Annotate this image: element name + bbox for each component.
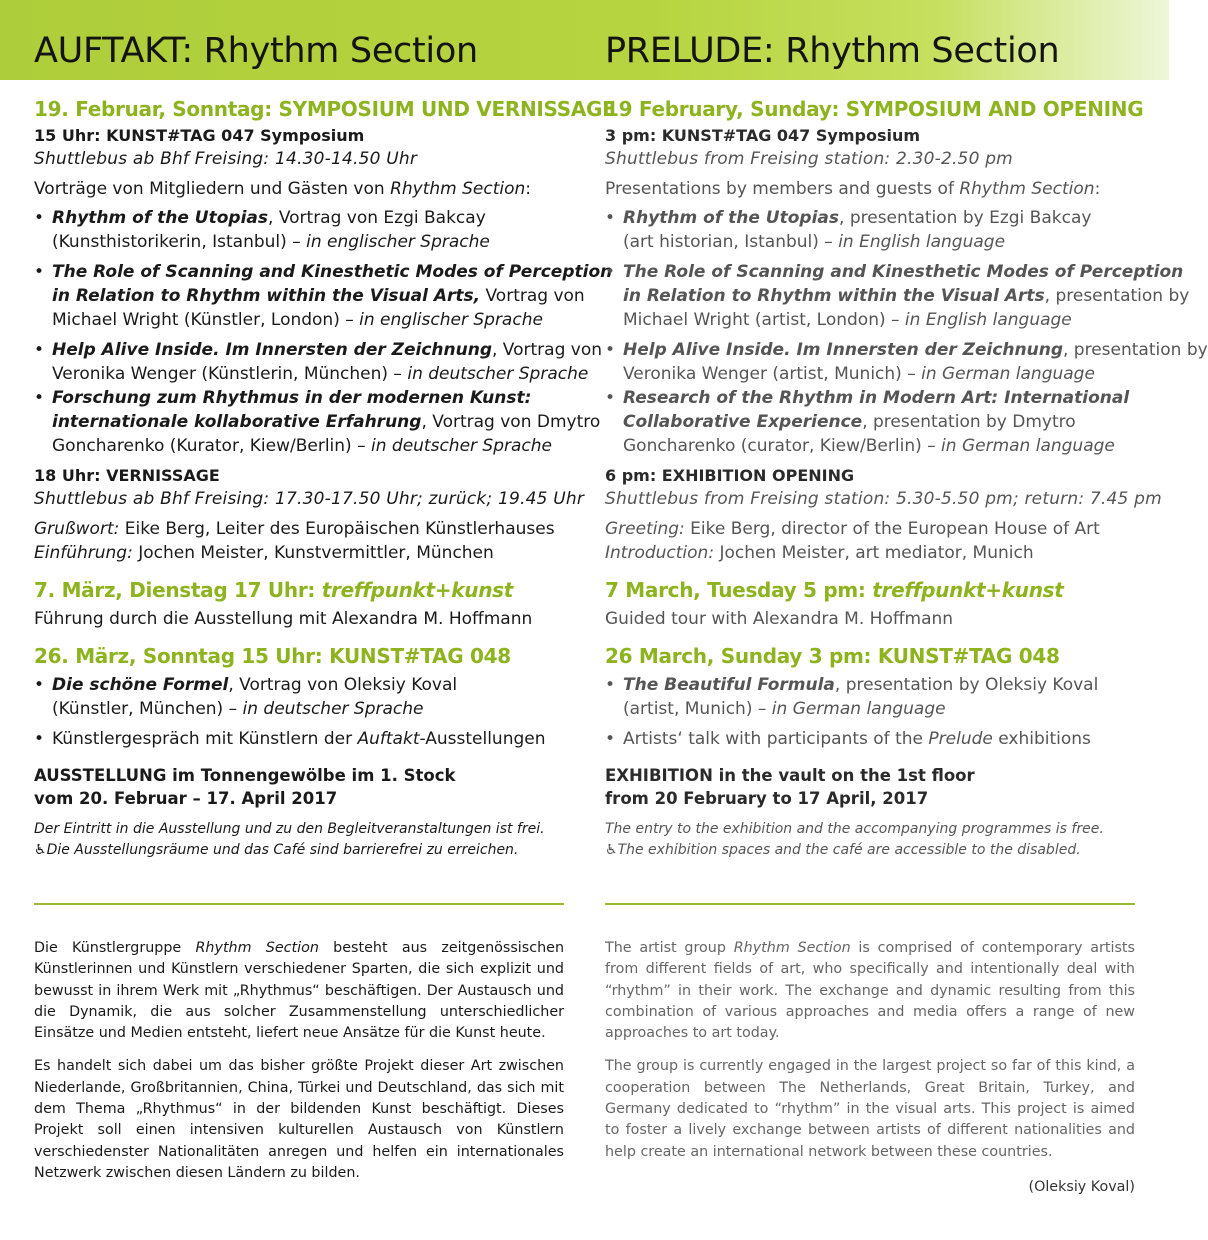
- wheelchair-icon: ♿: [34, 842, 47, 858]
- en-lecture-list: [605, 206, 1208, 458]
- en-day1-heading: 19 February, Sunday: SYMPOSIUM AND OPENING: [605, 97, 1144, 121]
- de-day2-heading: 7. März, Dienstag 17 Uhr: treffpunkt+kunst: [34, 578, 513, 602]
- de-essay: [34, 938, 564, 1196]
- list-item: • Help Alive Inside. Im Innersten der Zeichnung, presentation by Veronika Wenger (artist, Munich) – in German language: [605, 338, 1145, 386]
- de-day3-list: [34, 673, 574, 751]
- en-page-title: PRELUDE: Rhythm Section: [605, 31, 1060, 71]
- de-greeting: Grußwort: Eike Berg, Leiter des Europäischen Künstlerhauses: [34, 519, 555, 539]
- list-item: • Rhythm of the Utopias, Vortrag von Ezgi Bakcay (Kunsthistorikerin, Istanbul) – in englischer Sprache: [34, 206, 574, 254]
- de-day2-text: Führung durch die Ausstellung mit Alexandra M. Hoffmann: [34, 609, 533, 629]
- en-note-accessibility: ♿The exhibition spaces and the café are accessible to the disabled.: [605, 842, 1081, 858]
- list-item: • Künstlergespräch mit Künstlern der Auftakt-Ausstellungen: [34, 727, 574, 751]
- wheelchair-icon: ♿: [605, 842, 618, 858]
- en-opening-time: 6 pm: EXHIBITION OPENING: [605, 466, 855, 485]
- de-essay-paragraph-1: Die Künstlergruppe Rhythm Section besteht aus zeitgenössischen Künstlerinnen und Künstlern verschiedener Sparten, die sich explizit und bewusst in ihrem Werk mit „Rhythmus“ beschäftigen. Der Austausch und die Dynamik, die aus solcher Zusammenstellung unterschiedlicher Einsätze und Medien entsteht, liefert neue Ansätze für die Kunst heute.: [34, 940, 565, 1042]
- en-lectures-intro: Presentations by members and guests of Rhythm Section:: [605, 179, 1101, 199]
- en-shuttle-2: Shuttlebus from Freising station: 5.30-5.50 pm; return: 7.45 pm: [605, 489, 1162, 509]
- de-lectures-intro: Vorträge von Mitgliedern und Gästen von Rhythm Section:: [34, 179, 532, 199]
- de-program-column: [34, 94, 616, 861]
- en-essay: [605, 938, 1135, 1210]
- en-essay-paragraph-2: The group is currently engaged in the largest project so far of this kind, a cooperation between The Netherlands, Great Britain, Turkey, and Germany dedicated to “rhythm” in the visual arts. This project is aimed to foster a lively exchange between artists of different nationalities and help create an international network between these countries.: [605, 1058, 1135, 1160]
- en-greeting: Greeting: Eike Berg, director of the European House of Art: [605, 519, 1100, 539]
- header-banner: [0, 0, 1169, 80]
- de-essay-paragraph-2: Es handelt sich dabei um das bisher größte Projekt dieser Art zwischen Niederlande, Großbritannien, China, Türkei und Deutschland, das sich mit dem Thema „Rhythmus“ in der bildenden Kunst beschäftigt. Dieses Projekt soll einen intensiven kulturellen Austausch von Künstlern verschiedenster Nationalitäten anregen und helfen ein internationales Netzwerk zwischen diesen Ländern zu bilden.: [34, 1058, 564, 1181]
- en-exhibition-line-1: EXHIBITION in the vault on the 1st floor: [605, 766, 975, 785]
- en-day3-list: [605, 673, 1145, 751]
- de-day1-heading: 19. Februar, Sonntag: SYMPOSIUM UND VERNISSAGE: [34, 97, 616, 121]
- en-day2-heading: 7 March, Tuesday 5 pm: treffpunkt+kunst: [605, 578, 1064, 602]
- en-essay-paragraph-1: The artist group Rhythm Section is comprised of contemporary artists from different fields of art, who specifically and intentionally deal with “rhythm” in their work. The exchange and dynamic resulting from this combination of various approaches and media offers a range of new approaches to art today.: [605, 940, 1135, 1042]
- list-item: • The Role of Scanning and Kinesthetic Modes of Perception in Relation to Rhythm within the Visual Arts, Vortrag von Michael Wright (Künstler, London) – in englischer Sprache: [34, 260, 574, 332]
- list-item: • Forschung zum Rhythmus in der modernen Kunst: internationale kollaborative Erfahrung, Vortrag von Dmytro Goncharenko (Kurator, Kiew/Berlin) – in deutscher Sprache: [34, 386, 574, 458]
- de-introduction: Einführung: Jochen Meister, Kunstvermittler, München: [34, 543, 494, 563]
- en-symposium-time: 3 pm: KUNST#TAG 047 Symposium: [605, 126, 921, 145]
- en-introduction: Introduction: Jochen Meister, art mediator, Munich: [605, 543, 1034, 563]
- de-day3-heading: 26. März, Sonntag 15 Uhr: KUNST#TAG 048: [34, 644, 511, 668]
- de-symposium-time: 15 Uhr: KUNST#TAG 047 Symposium: [34, 126, 365, 145]
- list-item: • Help Alive Inside. Im Innersten der Zeichnung, Vortrag von Veronika Wenger (Künstlerin, München) – in deutscher Sprache: [34, 338, 574, 386]
- signature: (Oleksiy Koval): [1028, 1178, 1135, 1195]
- list-item: • Die schöne Formel, Vortrag von Oleksiy Koval (Künstler, München) – in deutscher Sprache: [34, 673, 574, 721]
- de-lecture-list: [34, 206, 613, 458]
- list-item: • Artists‘ talk with participants of the Prelude exhibitions: [605, 727, 1145, 751]
- de-exhibition-line-1: AUSSTELLUNG im Tonnengewölbe im 1. Stock: [34, 766, 456, 785]
- de-note-admission: Der Eintritt in die Ausstellung und zu den Begleitveranstaltungen ist frei.: [34, 821, 545, 837]
- list-item: • Rhythm of the Utopias, presentation by Ezgi Bakcay (art historian, Istanbul) – in English language: [605, 206, 1145, 254]
- en-divider: [605, 903, 1135, 905]
- de-divider: [34, 903, 564, 905]
- en-day2-text: Guided tour with Alexandra M. Hoffmann: [605, 609, 954, 629]
- de-vernissage-time: 18 Uhr: VERNISSAGE: [34, 466, 220, 485]
- de-shuttle-1: Shuttlebus ab Bhf Freising: 14.30-14.50 Uhr: [34, 149, 418, 169]
- de-shuttle-2: Shuttlebus ab Bhf Freising: 17.30-17.50 Uhr; zurück; 19.45 Uhr: [34, 489, 585, 509]
- en-note-admission: The entry to the exhibition and the accompanying programmes is free.: [605, 821, 1104, 837]
- en-shuttle-1: Shuttlebus from Freising station: 2.30-2.50 pm: [605, 149, 1013, 169]
- de-exhibition-line-2: vom 20. Februar – 17. April 2017: [34, 789, 338, 808]
- en-day3-heading: 26 March, Sunday 3 pm: KUNST#TAG 048: [605, 644, 1060, 668]
- de-note-accessibility: ♿Die Ausstellungsräume und das Café sind barrierefrei zu erreichen.: [34, 842, 519, 858]
- list-item: • Research of the Rhythm in Modern Art: International Collaborative Experience, presentation by Dmytro Goncharenko (curator, Kiew/Berlin) – in German language: [605, 386, 1145, 458]
- de-page-title: AUFTAKT: Rhythm Section: [34, 31, 478, 71]
- list-item: • The Beautiful Formula, presentation by Oleksiy Koval (artist, Munich) – in German language: [605, 673, 1145, 721]
- list-item: • The Role of Scanning and Kinesthetic Modes of Perception in Relation to Rhythm within the Visual Arts, presentation by Michael Wright (artist, London) – in English language: [605, 260, 1145, 332]
- en-program-column: [605, 94, 1208, 861]
- en-exhibition-line-2: from 20 February to 17 April, 2017: [605, 789, 929, 808]
